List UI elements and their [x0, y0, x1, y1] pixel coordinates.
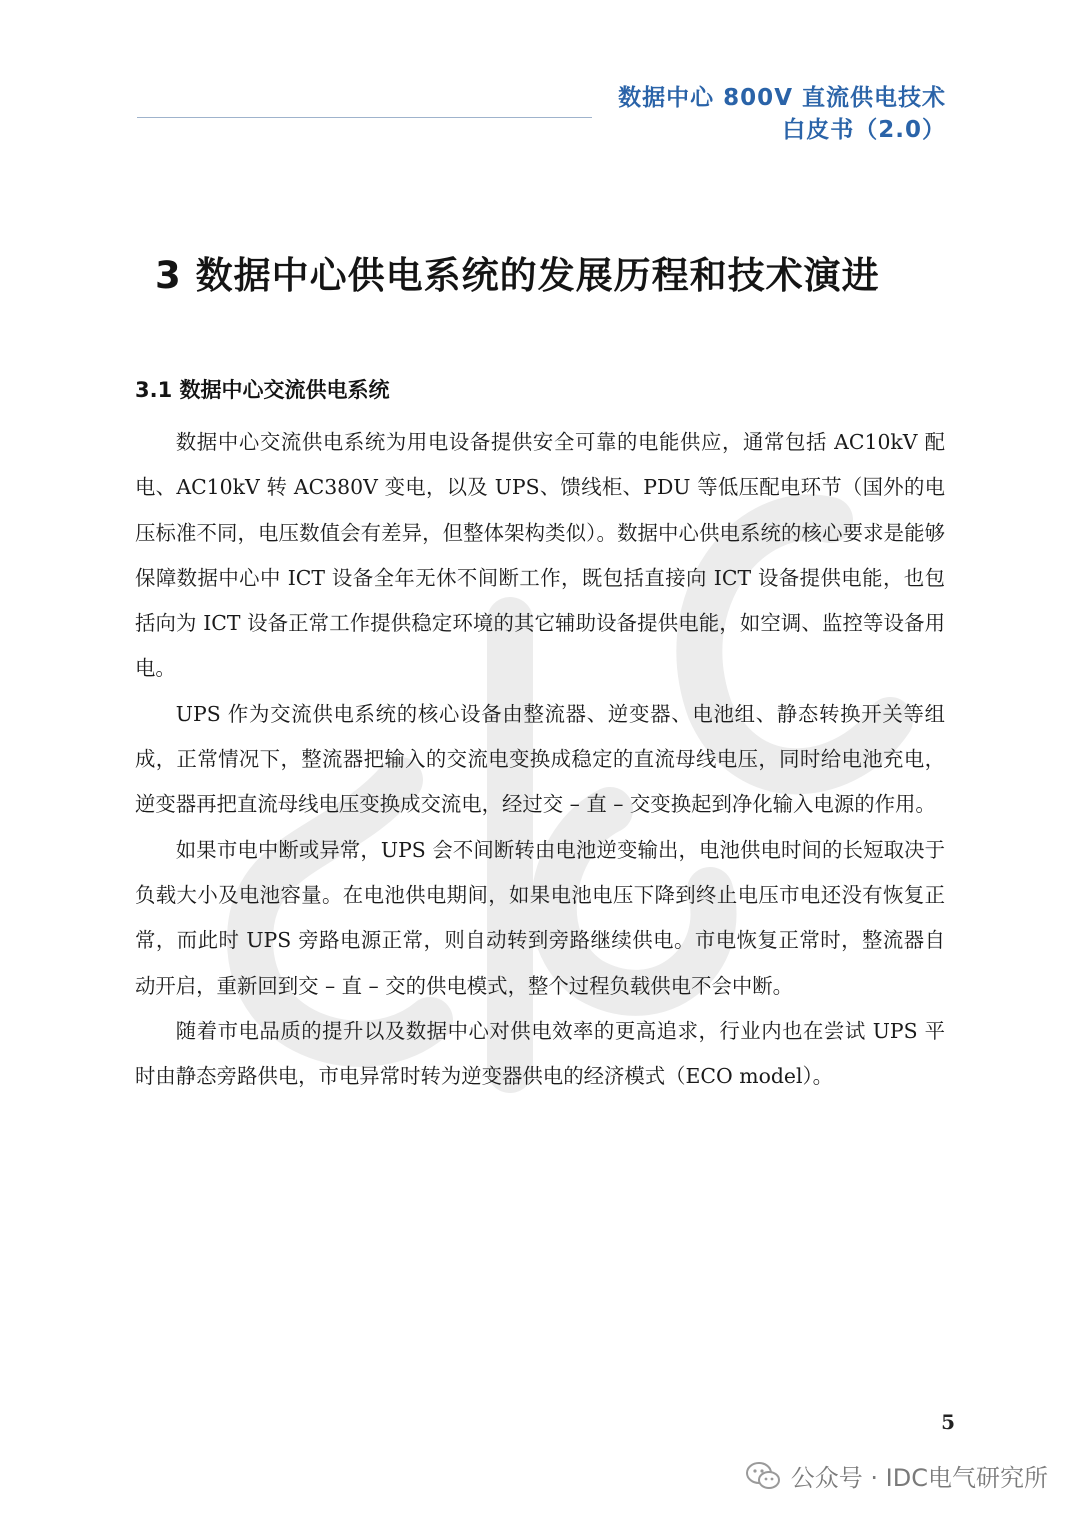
source-credit	[745, 1458, 1048, 1493]
paragraph: 数据中心交流供电系统为用电设备提供安全可靠的电能供应，通常包括 AC10kV 配电、AC10kV 转 AC380V 变电，以及 UPS、馈线柜、PDU 等低压配电环节（国外的电压标准不同，电压数值会有差异，但整体架构类似）。数据中心供电系统的核心要求是能够保障数据中心中 ICT 设备全年无休不间断工作，既包括直接向 ICT 设备提供电能，也包括向为 ICT 设备正常工作提供稳定环境的其它辅助设备提供电能，如空调、监控等设备用电。	[135, 430, 945, 681]
header-title-line2: 白皮书（2.0）	[782, 117, 946, 143]
credit-text: 公众号 · IDC电气研究所	[790, 1464, 1048, 1492]
wechat-icon	[745, 1461, 781, 1491]
body-text	[135, 420, 945, 1099]
page-number: 5	[941, 1410, 955, 1434]
header-divider	[137, 117, 592, 118]
section-title: 3.1 数据中心交流供电系统	[135, 378, 390, 402]
document-header	[618, 82, 946, 146]
paragraph: UPS 作为交流供电系统的核心设备由整流器、逆变器、电池组、静态转换开关等组成，正常情况下，整流器把输入的交流电变换成稳定的直流母线电压，同时给电池充电，逆变器再把直流母线电压变换成交流电，经过交 – 直 – 交变换起到净化输入电源的作用。	[135, 701, 945, 817]
chapter-title: 3 数据中心供电系统的发展历程和技术演进	[155, 254, 880, 297]
paragraph: 随着市电品质的提升以及数据中心对供电效率的更高追求，行业内也在尝试 UPS 平时由静态旁路供电，市电异常时转为逆变器供电的经济模式（ECO model）。	[135, 1018, 945, 1089]
paragraph: 如果市电中断或异常，UPS 会不间断转由电池逆变输出，电池供电时间的长短取决于负载大小及电池容量。在电池供电期间，如果电池电压下降到终止电压市电还没有恢复正常，而此时 UPS 旁路电源正常，则自动转到旁路继续供电。市电恢复正常时，整流器自动开启，重新回到交 – 直 – 交的供电模式，整个过程负载供电不会中断。	[135, 837, 945, 998]
header-title-line1: 数据中心 800V 直流供电技术	[618, 85, 946, 111]
